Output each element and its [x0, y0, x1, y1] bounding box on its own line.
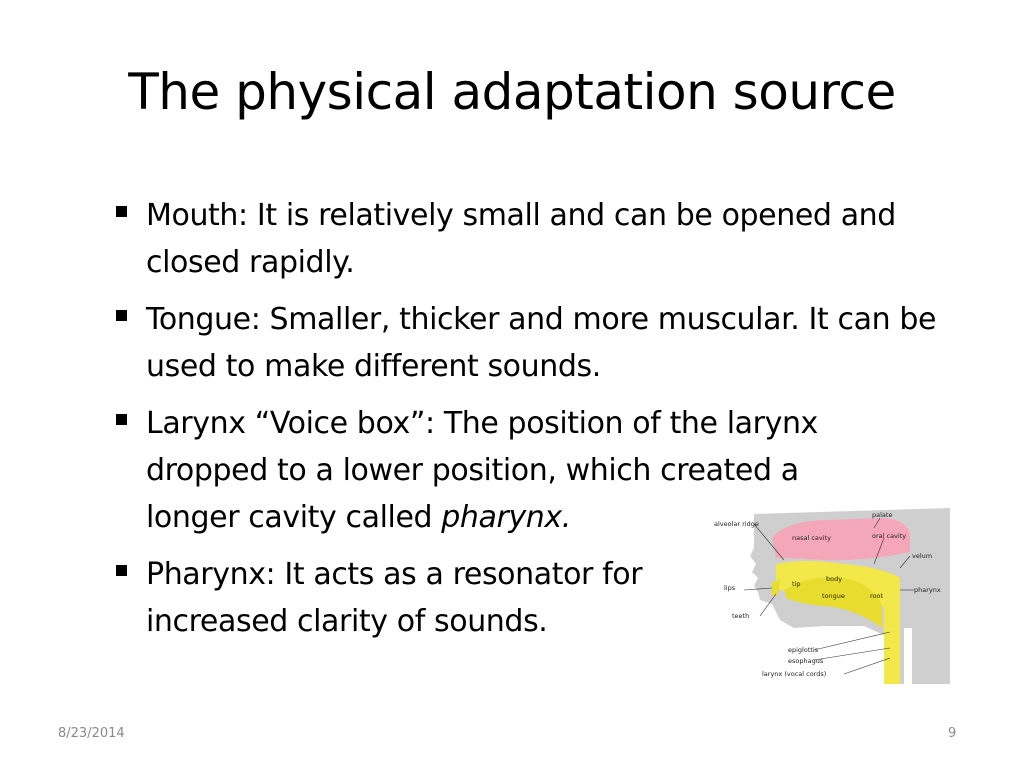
bullet-text-line2: increased clarity of sounds.: [146, 604, 548, 639]
esophagus-shape: [904, 628, 912, 684]
label-pharynx: pharynx: [914, 586, 941, 594]
label-esophagus: esophagus: [788, 657, 824, 665]
bullet-text-line1: Pharynx: It acts as a resonator for: [146, 557, 643, 592]
square-bullet-icon: [116, 310, 127, 321]
footer-date: 8/23/2014: [58, 726, 125, 741]
bullet-text: Tongue: Smaller, thicker and more muscular. It can be used to make different sounds.: [146, 302, 937, 384]
label-palate: palate: [872, 511, 893, 519]
label-body: body: [826, 575, 843, 583]
label-alveolar-ridge: alveolar ridge: [714, 520, 759, 528]
label-tip: tip: [792, 580, 801, 588]
label-root: root: [870, 592, 884, 600]
label-velum: velum: [912, 552, 933, 560]
label-larynx: larynx (vocal cords): [762, 670, 827, 678]
square-bullet-icon: [116, 206, 127, 217]
page-number: 9: [948, 726, 957, 741]
square-bullet-icon: [116, 565, 127, 576]
bullet-text: Larynx “Voice box”: The position of the larynx dropped to a lower position, which created a longer cavity called: [146, 406, 818, 535]
label-oral-cavity: oral cavity: [872, 532, 907, 540]
label-tongue: tongue: [822, 592, 845, 600]
bullet-text: Mouth: It is relatively small and can be opened and closed rapidly.: [146, 198, 896, 280]
bullet-item-mouth: [116, 192, 966, 286]
label-teeth: teeth: [732, 612, 750, 620]
bullet-item-tongue: [116, 296, 966, 390]
label-epiglottis: epiglottis: [788, 646, 819, 654]
bullet-text-italic: pharynx.: [441, 500, 571, 535]
label-nasal-cavity: nasal cavity: [792, 534, 831, 542]
vocal-tract-diagram: [714, 508, 950, 684]
square-bullet-icon: [116, 414, 127, 425]
label-lips: lips: [724, 584, 736, 592]
slide-title: The physical adaptation source: [128, 63, 896, 121]
